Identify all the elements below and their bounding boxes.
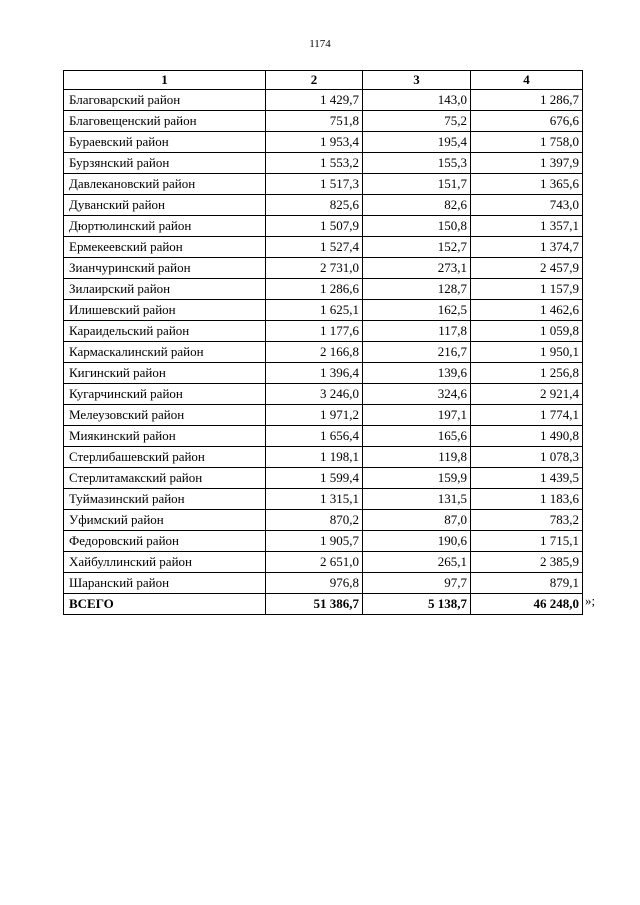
district-name: Зилаирский район — [64, 279, 266, 300]
value-col2: 1 396,4 — [266, 363, 363, 384]
value-col4: 1 758,0 — [471, 132, 583, 153]
value-col4: 676,6 — [471, 111, 583, 132]
value-col2: 825,6 — [266, 195, 363, 216]
value-col4: 1 357,1 — [471, 216, 583, 237]
value-col2: 976,8 — [266, 573, 363, 594]
value-col3: 265,1 — [363, 552, 471, 573]
district-name: Караидельский район — [64, 321, 266, 342]
table-row — [64, 468, 583, 489]
value-col4: 1 157,9 — [471, 279, 583, 300]
value-col4: 1 286,7 — [471, 90, 583, 111]
total-value-col3: 5 138,7 — [363, 594, 471, 615]
district-name: Кигинский район — [64, 363, 266, 384]
data-table — [63, 70, 583, 615]
value-col3: 273,1 — [363, 258, 471, 279]
value-col2: 3 246,0 — [266, 384, 363, 405]
table-row — [64, 237, 583, 258]
table-row — [64, 132, 583, 153]
total-label: ВСЕГО — [64, 594, 266, 615]
value-col3: 117,8 — [363, 321, 471, 342]
value-col4: 1 462,6 — [471, 300, 583, 321]
district-name: Зианчуринский район — [64, 258, 266, 279]
value-col3: 119,8 — [363, 447, 471, 468]
value-col2: 1 953,4 — [266, 132, 363, 153]
table-row — [64, 258, 583, 279]
value-col3: 190,6 — [363, 531, 471, 552]
value-col3: 143,0 — [363, 90, 471, 111]
value-col2: 1 429,7 — [266, 90, 363, 111]
value-col3: 324,6 — [363, 384, 471, 405]
table-row — [64, 342, 583, 363]
district-name: Бураевский район — [64, 132, 266, 153]
table-row — [64, 573, 583, 594]
table-row — [64, 531, 583, 552]
district-name: Мелеузовский район — [64, 405, 266, 426]
value-col2: 1 905,7 — [266, 531, 363, 552]
page-number: 1174 — [309, 38, 331, 50]
value-col4: 2 385,9 — [471, 552, 583, 573]
value-col2: 1 971,2 — [266, 405, 363, 426]
value-col2: 2 166,8 — [266, 342, 363, 363]
value-col3: 151,7 — [363, 174, 471, 195]
district-name: Стерлибашевский район — [64, 447, 266, 468]
value-col4: 783,2 — [471, 510, 583, 531]
value-col4: 1 374,7 — [471, 237, 583, 258]
district-name: Федоровский район — [64, 531, 266, 552]
value-col3: 155,3 — [363, 153, 471, 174]
value-col2: 1 625,1 — [266, 300, 363, 321]
district-name: Кугарчинский район — [64, 384, 266, 405]
value-col2: 1 315,1 — [266, 489, 363, 510]
table-row — [64, 216, 583, 237]
table-row — [64, 321, 583, 342]
closing-quote-mark: »; — [585, 593, 596, 608]
value-col2: 1 656,4 — [266, 426, 363, 447]
value-col4: 1 715,1 — [471, 531, 583, 552]
value-col2: 870,2 — [266, 510, 363, 531]
value-col2: 1 507,9 — [266, 216, 363, 237]
value-col3: 128,7 — [363, 279, 471, 300]
district-name: Илишевский район — [64, 300, 266, 321]
value-col4: 743,0 — [471, 195, 583, 216]
table-row — [64, 510, 583, 531]
table-row — [64, 426, 583, 447]
value-col2: 2 731,0 — [266, 258, 363, 279]
value-col3: 82,6 — [363, 195, 471, 216]
column-header-3: 3 — [363, 71, 471, 90]
value-col4: 2 921,4 — [471, 384, 583, 405]
table-row — [64, 363, 583, 384]
total-value-col4: 46 248,0 — [471, 594, 583, 615]
district-name: Шаранский район — [64, 573, 266, 594]
district-name: Бурзянский район — [64, 153, 266, 174]
district-name: Дюртюлинский район — [64, 216, 266, 237]
district-name: Дуванский район — [64, 195, 266, 216]
table-row — [64, 300, 583, 321]
value-col3: 159,9 — [363, 468, 471, 489]
value-col3: 87,0 — [363, 510, 471, 531]
table-body — [64, 90, 583, 615]
value-col3: 216,7 — [363, 342, 471, 363]
value-col2: 1 553,2 — [266, 153, 363, 174]
value-col2: 1 517,3 — [266, 174, 363, 195]
value-col3: 150,8 — [363, 216, 471, 237]
district-name: Туймазинский район — [64, 489, 266, 510]
district-name: Благовещенский район — [64, 111, 266, 132]
value-col3: 197,1 — [363, 405, 471, 426]
value-col2: 1 198,1 — [266, 447, 363, 468]
value-col4: 1 950,1 — [471, 342, 583, 363]
district-name: Давлекановский район — [64, 174, 266, 195]
table-row — [64, 384, 583, 405]
table-header-row — [64, 71, 583, 90]
column-header-4: 4 — [471, 71, 583, 90]
district-name: Благоварский район — [64, 90, 266, 111]
table-row — [64, 447, 583, 468]
district-name: Хайбуллинский район — [64, 552, 266, 573]
column-header-2: 2 — [266, 71, 363, 90]
table-row — [64, 552, 583, 573]
value-col4: 1 059,8 — [471, 321, 583, 342]
value-col4: 1 397,9 — [471, 153, 583, 174]
value-col3: 131,5 — [363, 489, 471, 510]
table-row — [64, 174, 583, 195]
value-col4: 2 457,9 — [471, 258, 583, 279]
table-row — [64, 489, 583, 510]
table-row — [64, 90, 583, 111]
table-row — [64, 153, 583, 174]
district-name: Кармаскалинский район — [64, 342, 266, 363]
value-col4: 1 439,5 — [471, 468, 583, 489]
total-value-col2: 51 386,7 — [266, 594, 363, 615]
value-col4: 879,1 — [471, 573, 583, 594]
value-col3: 75,2 — [363, 111, 471, 132]
value-col3: 162,5 — [363, 300, 471, 321]
value-col2: 2 651,0 — [266, 552, 363, 573]
value-col4: 1 365,6 — [471, 174, 583, 195]
value-col2: 751,8 — [266, 111, 363, 132]
table-row — [64, 111, 583, 132]
value-col4: 1 078,3 — [471, 447, 583, 468]
value-col4: 1 490,8 — [471, 426, 583, 447]
column-header-1: 1 — [64, 71, 266, 90]
value-col2: 1 599,4 — [266, 468, 363, 489]
value-col3: 152,7 — [363, 237, 471, 258]
district-name: Уфимский район — [64, 510, 266, 531]
value-col3: 97,7 — [363, 573, 471, 594]
district-name: Миякинский район — [64, 426, 266, 447]
value-col3: 195,4 — [363, 132, 471, 153]
value-col2: 1 177,6 — [266, 321, 363, 342]
value-col2: 1 286,6 — [266, 279, 363, 300]
table-row — [64, 279, 583, 300]
value-col4: 1 183,6 — [471, 489, 583, 510]
table-row — [64, 405, 583, 426]
value-col4: 1 256,8 — [471, 363, 583, 384]
value-col4: 1 774,1 — [471, 405, 583, 426]
district-name: Ермекеевский район — [64, 237, 266, 258]
value-col3: 165,6 — [363, 426, 471, 447]
value-col3: 139,6 — [363, 363, 471, 384]
value-col2: 1 527,4 — [266, 237, 363, 258]
total-row — [64, 594, 583, 615]
district-name: Стерлитамакский район — [64, 468, 266, 489]
table-row — [64, 195, 583, 216]
